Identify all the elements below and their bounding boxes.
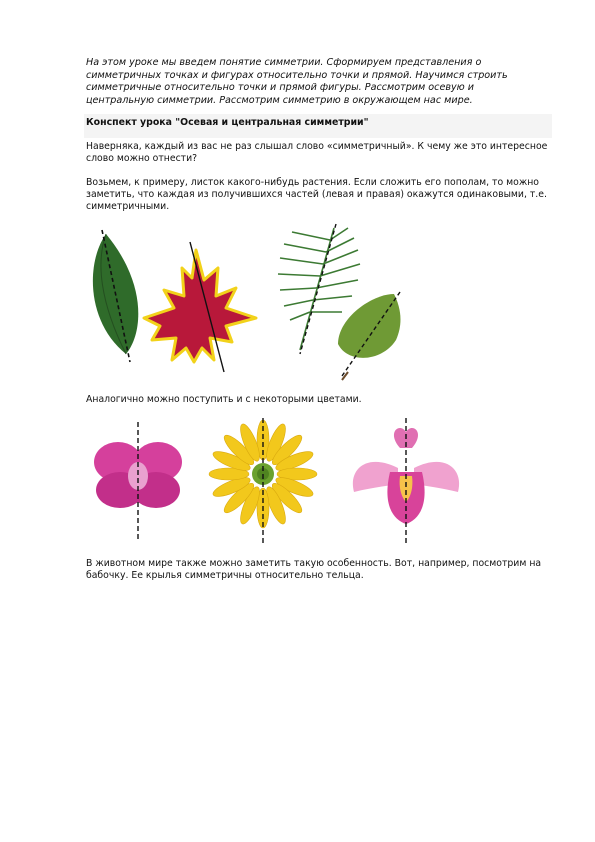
- iris-flower-image: [353, 418, 459, 544]
- paragraph-3: Аналогично можно поступить и с некоторыми цветами.: [86, 394, 362, 405]
- paragraph-1: Наверняка, каждый из вас не раз слышал слово «симметричный». К чему же это интересное слово можно отнести?: [86, 141, 548, 164]
- maple-leaf-image: [144, 242, 256, 372]
- leaves-illustration: [86, 222, 406, 382]
- ovate-leaf-image: [93, 230, 138, 362]
- intro-paragraph: На этом уроке мы введем понятие симметрии. Сформируем представления о симметричных точках и фигурах относительно точки и прямой. Научимся строить симметричные относительно точки и прямой фигуры. Рассмотрим осевую и центральную симметрии. Рассмотрим симметрию в окружающем нас мире.: [86, 57, 508, 106]
- orchid-flower-image: [94, 422, 182, 542]
- birch-leaf-image: [338, 292, 400, 380]
- lesson-heading: Конспект урока "Осевая и центральная симметрии": [86, 117, 369, 128]
- paragraph-4: В животном мире также можно заметить такую особенность. Вот, например, посмотрим на бабочку. Ее крылья симметричны относительно тельца.: [86, 558, 542, 581]
- paragraph-2: Возьмем, к примеру, листок какого-нибудь растения. Если сложить его пополам, то можно заметить, что каждая из получившихся частей (левая и правая) окажутся одинаковыми, т.е. симметричными.: [86, 177, 547, 212]
- heading-bar: [84, 114, 552, 138]
- daisy-flower-image: [209, 418, 317, 544]
- flowers-illustration: [86, 418, 466, 548]
